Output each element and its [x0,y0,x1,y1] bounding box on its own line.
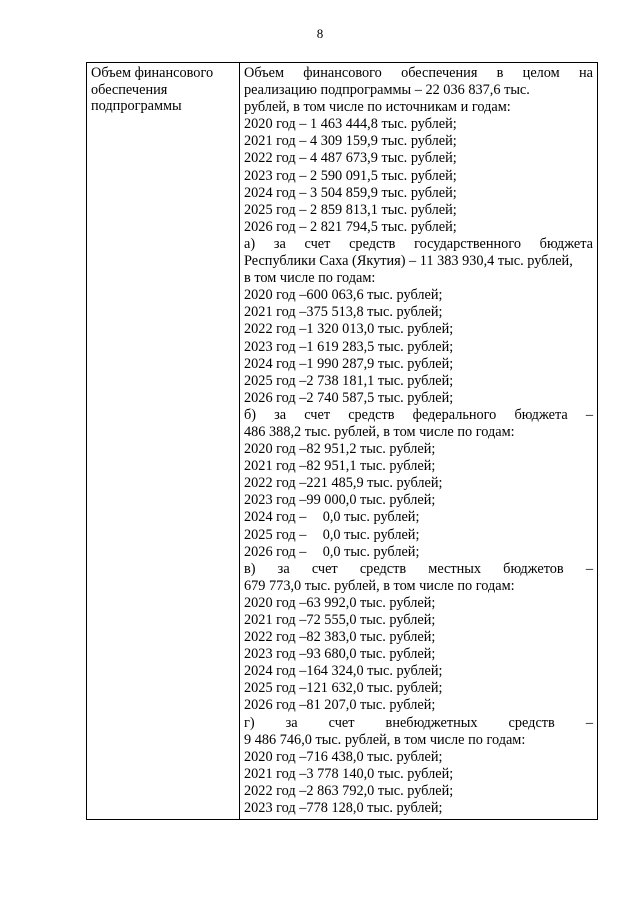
amount: 600 063,6 тыс. рублей; [306,287,443,304]
list-item [244,697,593,714]
list-item [244,800,593,817]
amount: 63 992,0 тыс. рублей; [306,594,436,611]
year-label: 2024 год – [244,663,307,680]
amount: 1 619 283,5 тыс. рублей; [306,338,454,355]
year-label: 2022 год – [244,321,307,338]
list-item: 2024 год – 3 504 859,9 тыс. рублей; [244,184,457,201]
amount: 164 324,0 тыс. рублей; [306,663,443,680]
year-label: 2020 год – [244,748,307,765]
year-label: 2021 год – [244,304,307,321]
amount: 121 632,0 тыс. рублей; [306,680,443,697]
list-item [244,390,593,407]
state-budget-line-1: а) за счет средств государственного бюджета [244,235,593,252]
year-label: 2025 год – [244,526,307,543]
list-item: 2022 год – 4 487 673,9 тыс. рублей; [244,150,457,167]
amount: 0,0 тыс. рублей; [322,543,420,560]
year-label: 2022 год – [244,782,307,799]
amount: 2 863 792,0 тыс. рублей; [306,782,454,799]
state-budget-line-3: в том числе по годам: [244,270,376,287]
list-item [244,458,593,475]
year-label: 2025 год – [244,372,307,389]
row-content [240,63,598,820]
list-item [244,544,593,561]
list-item: 2021 год – 4 309 159,9 тыс. рублей; [244,133,457,150]
year-label: 2025 год – [244,680,307,697]
list-item: 2020 год – 1 463 444,8 тыс. рублей; [244,116,457,133]
list-item [244,663,593,680]
amount: 1 320 013,0 тыс. рублей; [306,321,454,338]
year-label: 2024 год – [244,355,307,372]
year-label: 2023 год – [244,492,307,509]
list-item: 2023 год – 2 590 091,5 тыс. рублей; [244,167,457,184]
year-label: 2026 год – [244,389,307,406]
year-label: 2024 год – [244,509,307,526]
list-item [244,527,593,544]
list-item [244,373,593,390]
page-number: 8 [316,26,324,41]
list-item [244,475,593,492]
year-label: 2026 год – [244,543,307,560]
amount: 0,0 тыс. рублей; [322,509,420,526]
state-budget-line-2: Республики Саха (Якутия) – 11 383 930,4 тыс. рублей, [244,253,573,270]
local-budget-line-2: 679 773,0 тыс. рублей, в том числе по годам: [244,577,515,594]
list-item [244,441,593,458]
amount: 72 555,0 тыс. рублей; [306,612,436,628]
amount: 221 485,9 тыс. рублей; [306,475,443,492]
year-label: 2023 год – [244,338,307,355]
federal-budget-list [244,441,593,561]
financing-table [86,62,598,820]
year-label: 2021 год – [244,458,307,475]
list-item [244,287,593,304]
year-label: 2023 год – [244,800,307,817]
year-label: 2022 год – [244,629,307,646]
list-item: 2026 год – 2 821 794,5 тыс. рублей; [244,218,457,235]
list-item [244,595,593,612]
amount: 82 951,2 тыс. рублей; [306,441,436,458]
amount: 93 680,0 тыс. рублей; [306,646,436,663]
amount: 716 438,0 тыс. рублей; [306,748,443,765]
amount: 82 951,1 тыс. рублей; [306,458,436,475]
amount: 375 513,8 тыс. рублей; [306,304,443,321]
year-label: 2020 год – [244,594,307,611]
list-item [244,766,593,783]
extrabudgetary-list [244,749,593,817]
amount: 0,0 тыс. рублей; [322,526,420,543]
list-item [244,304,593,321]
list-item: 2025 год – 2 859 813,1 тыс. рублей; [244,201,457,218]
intro-line-3: рублей, в том числе по источникам и годам: [244,99,511,116]
year-label: 2021 год – [244,612,307,628]
intro-line-1: Объем финансового обеспечения в целом на [244,65,593,81]
year-label: 2026 год – [244,697,307,714]
list-item [244,783,593,800]
year-label: 2022 год – [244,475,307,492]
amount: 3 778 140,0 тыс. рублей; [306,765,454,782]
federal-budget-line-2: 486 388,2 тыс. рублей, в том числе по годам: [244,423,515,440]
list-item [244,321,593,338]
federal-budget-line-1: б) за счет средств федерального бюджета – [244,406,593,423]
extrabudgetary-line-1: г) за счет внебюджетных средств – [244,714,593,731]
year-label: 2021 год – [244,765,307,782]
list-item [244,612,593,629]
local-budget-line-1: в) за счет средств местных бюджетов – [244,560,593,577]
amount: 1 990 287,9 тыс. рублей; [306,355,454,372]
intro-line-2: реализацию подпрограммы – 22 036 837,6 тыс. [244,82,530,99]
list-item [244,492,593,509]
amount: 82 383,0 тыс. рублей; [306,629,436,646]
amount: 778 128,0 тыс. рублей; [306,800,443,817]
amount: 99 000,0 тыс. рублей; [306,492,436,509]
list-item [244,680,593,697]
table-row [87,63,598,820]
list-item [244,629,593,646]
list-item [244,509,593,526]
amount: 81 207,0 тыс. рублей; [306,697,436,714]
list-item [244,749,593,766]
list-item [244,339,593,356]
total-by-year-list [244,116,593,236]
list-item [244,646,593,663]
year-label: 2020 год – [244,441,307,458]
extrabudgetary-line-2: 9 486 746,0 тыс. рублей, в том числе по годам: [244,731,526,748]
amount: 2 738 181,1 тыс. рублей; [306,372,454,389]
amount: 2 740 587,5 тыс. рублей; [306,389,454,406]
year-label: 2020 год – [244,287,307,304]
state-budget-list [244,287,593,407]
row-label: Объем финансового обеспечения подпрограммы [87,63,240,820]
year-label: 2023 год – [244,646,307,663]
list-item [244,356,593,373]
local-budget-list [244,595,593,715]
